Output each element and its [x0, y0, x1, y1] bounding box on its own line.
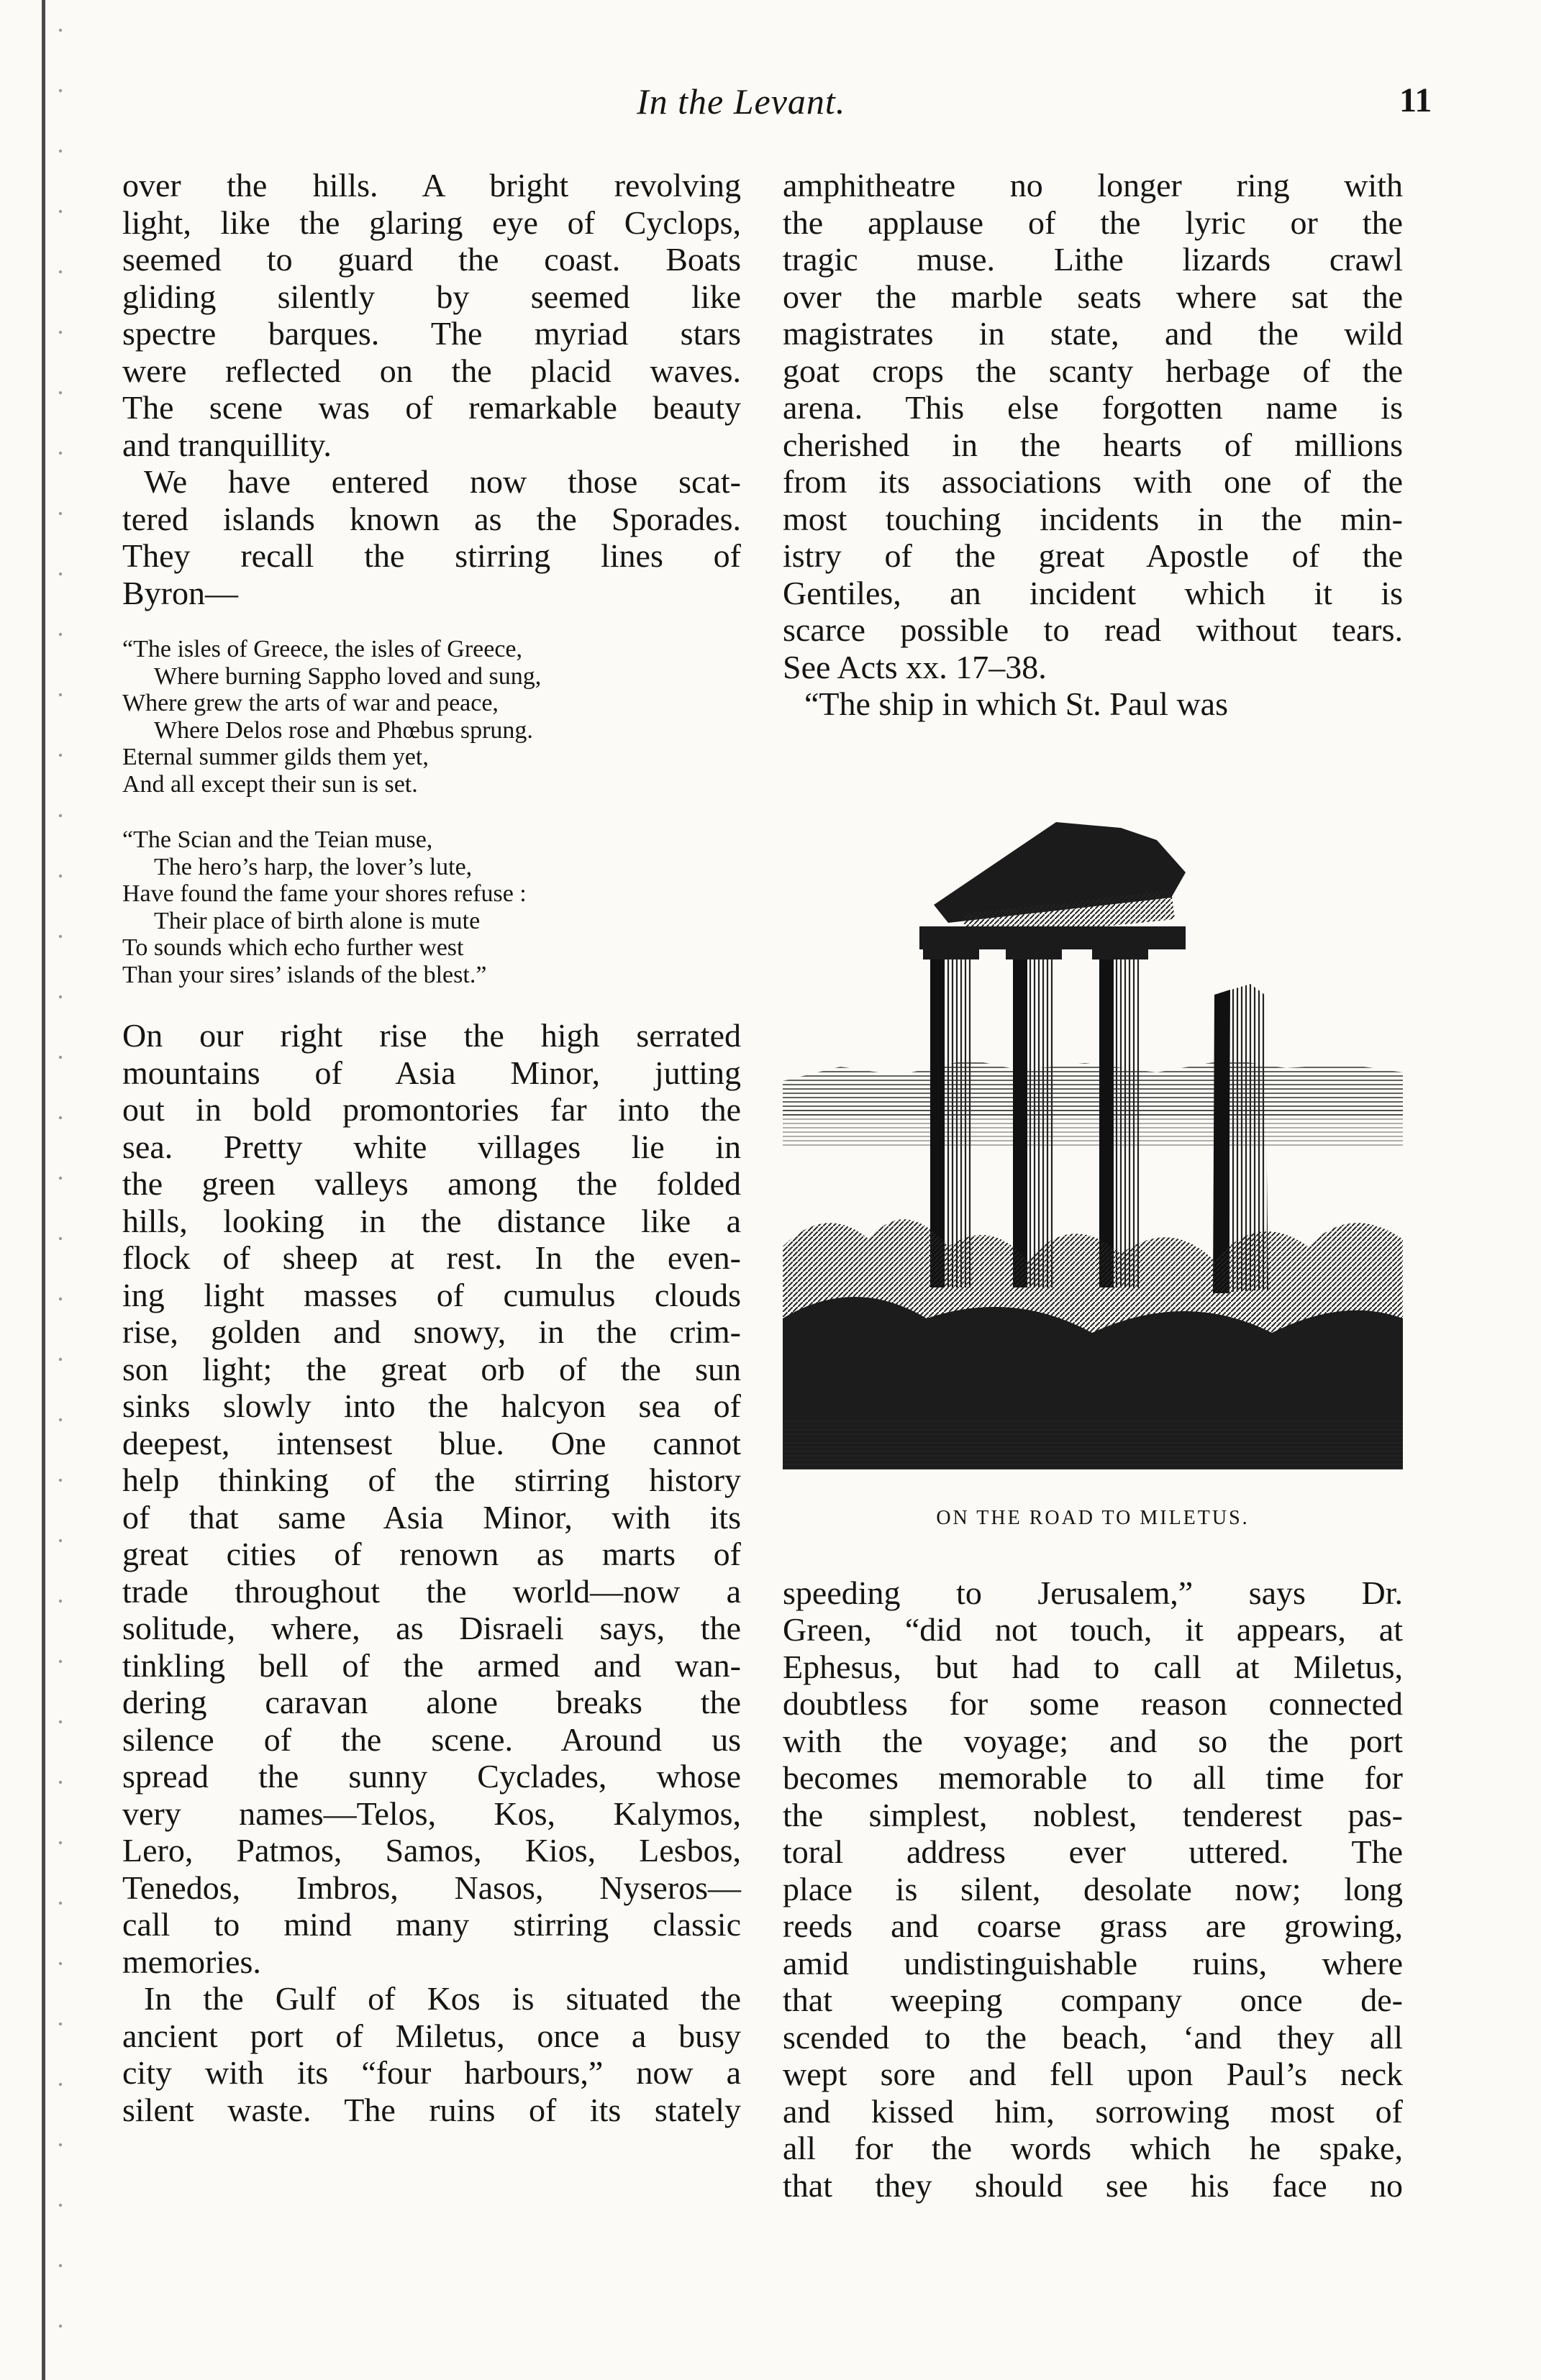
- distant-hills: [783, 1059, 1403, 1146]
- text-line: becomes memorable to all time for: [783, 1759, 1403, 1796]
- poem-line: And all except their sun is set.: [122, 770, 418, 798]
- text-line: city with its “four harbours,” now a: [122, 2054, 741, 2091]
- paragraph-amphitheatre: [783, 167, 1403, 685]
- text-line: the simplest, noblest, tenderest pas-: [783, 1796, 1403, 1833]
- text-line: tragic muse. Lithe lizards crawl: [783, 241, 1403, 278]
- text-line: deepest, intensest blue. One cannot: [122, 1424, 741, 1462]
- text-line: rise, golden and snowy, in the crim-: [122, 1313, 741, 1350]
- text-line: sea. Pretty white villages lie in: [122, 1128, 741, 1165]
- text-line: memories.: [122, 1943, 261, 1980]
- running-head: In the Levant.: [637, 81, 846, 122]
- text-line: silence of the scene. Around us: [122, 1720, 741, 1758]
- text-line: magistrates in state, and the wild: [783, 315, 1403, 352]
- poem-line: “The isles of Greece, the isles of Greece,: [122, 636, 523, 662]
- text-line: The scene was of remarkable beauty: [122, 389, 741, 426]
- poem-line: Have found the fame your shores refuse :: [122, 880, 527, 907]
- text-line: reeds and coarse grass are growing,: [783, 1907, 1403, 1944]
- poem-line: Where burning Sappho loved and sung,: [154, 662, 542, 690]
- text-line: spectre barques. The myriad stars: [122, 315, 741, 352]
- poem-line: “The Scian and the Teian muse,: [122, 826, 433, 853]
- text-line: were reflected on the placid waves.: [122, 352, 741, 389]
- text-line: “The ship in which St. Paul was: [804, 685, 1228, 722]
- text-line: arena. This else forgotten name is: [783, 389, 1403, 426]
- text-line: place is silent, desolate now; long: [783, 1870, 1403, 1907]
- text-line: spread the sunny Cyclades, whose: [122, 1758, 741, 1795]
- text-line: and kissed him, sorrowing most of: [783, 2092, 1403, 2130]
- text-line: light, like the glaring eye of Cyclops,: [122, 204, 741, 241]
- text-line: dering caravan alone breaks the: [122, 1684, 741, 1720]
- text-line: Tenedos, Imbros, Nasos, Nyseros—: [122, 1869, 741, 1906]
- text-line: silent waste. The ruins of its stately: [122, 2091, 741, 2128]
- text-line: In the Gulf of Kos is situated the: [144, 1980, 741, 2017]
- text-line: gliding silently by seemed like: [122, 278, 741, 315]
- paragraph-st-paul-ship-rest: [783, 1574, 1403, 2205]
- text-line: out in bold promontories far into the: [122, 1091, 741, 1128]
- left-column: [122, 167, 741, 2128]
- text-line: Byron—: [122, 574, 238, 611]
- poem-line: Where Delos rose and Phœbus sprung.: [154, 716, 533, 744]
- text-line: and tranquillity.: [122, 426, 332, 463]
- text-line: mountains of Asia Minor, jutting: [122, 1054, 741, 1091]
- text-line: istry of the great Apostle of the: [783, 537, 1403, 574]
- text-line: wept sore and fell upon Paul’s neck: [783, 2056, 1403, 2092]
- text-line: Green, “did not touch, it appears, at: [783, 1611, 1403, 1648]
- text-line: the green valleys among the folded: [122, 1165, 741, 1202]
- page-number: 11: [1399, 81, 1432, 119]
- figure-ruins: [783, 743, 1403, 1533]
- text-line: tinkling bell of the armed and wan-: [122, 1646, 741, 1684]
- text-line: cherished in the hearts of millions: [783, 426, 1403, 463]
- ruins-engraving-illustration: [783, 743, 1403, 1469]
- text-line: all for the words which he spake,: [783, 2130, 1403, 2166]
- text-line: very names—Telos, Kos, Kalymos,: [122, 1795, 741, 1832]
- text-line: flock of sheep at rest. In the even-: [122, 1239, 741, 1276]
- right-column: [783, 167, 1403, 2204]
- text-line: tered islands known as the Sporades.: [122, 500, 741, 537]
- figure-caption: ON THE ROAD TO MILETUS.: [936, 1506, 1250, 1529]
- text-line: seemed to guard the coast. Boats: [122, 241, 741, 278]
- text-line: ancient port of Miletus, once a busy: [122, 2017, 741, 2054]
- text-line: On our right rise the high serrated: [122, 1017, 741, 1054]
- text-line: great cities of renown as marts of: [122, 1536, 741, 1572]
- text-line: from its associations with one of the: [783, 463, 1403, 500]
- text-line: See Acts xx. 17–38.: [783, 648, 1047, 685]
- poem-stanza-1: [122, 636, 741, 798]
- text-line: amphitheatre no longer ring with: [783, 167, 1403, 204]
- text-line: They recall the stirring lines of: [122, 537, 741, 574]
- paragraph-st-paul-ship-start: [783, 685, 1403, 723]
- foreground-vegetation: [783, 1219, 1403, 1469]
- paragraph-gulf-of-kos: [122, 1980, 741, 2128]
- text-line: goat crops the scanty herbage of the: [783, 352, 1403, 389]
- text-line: scended to the beach, ‘and they all: [783, 2018, 1403, 2056]
- text-line: that weeping company once de-: [783, 1982, 1403, 2018]
- text-line: doubtless for some reason connected: [783, 1685, 1403, 1722]
- temple-columns: [919, 822, 1186, 1287]
- text-line: amid undistinguishable ruins, where: [783, 1944, 1403, 1982]
- poem-line: To sounds which echo further west: [122, 934, 464, 961]
- poem-line: Than your sires’ islands of the blest.”: [122, 961, 487, 988]
- page-header: [0, 81, 1541, 131]
- byron-poem: [122, 636, 741, 988]
- text-line: with the voyage; and so the port: [783, 1722, 1403, 1759]
- text-line: most touching incidents in the min-: [783, 500, 1403, 537]
- text-line: son light; the great orb of the sun: [122, 1350, 741, 1387]
- paragraph-asia-minor: [122, 1017, 741, 1980]
- poem-line: The hero’s harp, the lover’s lute,: [154, 853, 473, 880]
- text-line: We have entered now those scat-: [144, 463, 741, 500]
- paragraph-sporades: [122, 463, 741, 611]
- text-line: Ephesus, but had to call at Miletus,: [783, 1648, 1403, 1685]
- poem-line: Eternal summer gilds them yet,: [122, 744, 429, 770]
- text-line: Lero, Patmos, Samos, Kios, Lesbos,: [122, 1832, 741, 1869]
- text-line: toral address ever uttered. The: [783, 1833, 1403, 1870]
- poem-line: Where grew the arts of war and peace,: [122, 690, 499, 716]
- poem-stanza-2: [122, 826, 741, 988]
- text-line: call to mind many stirring classic: [122, 1906, 741, 1943]
- binding-edge-specks: [50, 0, 71, 2380]
- poem-line: Their place of birth alone is mute: [154, 907, 481, 934]
- text-line: trade throughout the world—now a: [122, 1572, 741, 1610]
- binding-edge-line: [42, 0, 45, 2380]
- text-line: hills, looking in the distance like a: [122, 1202, 741, 1239]
- text-line: over the marble seats where sat the: [783, 278, 1403, 315]
- paragraph-night-coast: [122, 167, 741, 463]
- text-line: the applause of the lyric or the: [783, 204, 1403, 241]
- text-line: solitude, where, as Disraeli says, the: [122, 1610, 741, 1646]
- text-line: ing light masses of cumulus clouds: [122, 1276, 741, 1313]
- text-line: of that same Asia Minor, with its: [122, 1498, 741, 1536]
- text-line: that they should see his face no: [783, 2166, 1403, 2204]
- text-line: over the hills. A bright revolving: [122, 167, 741, 204]
- text-line: sinks slowly into the halcyon sea of: [122, 1387, 741, 1424]
- text-line: speeding to Jerusalem,” says Dr.: [783, 1574, 1403, 1611]
- text-line: Gentiles, an incident which it is: [783, 574, 1403, 611]
- text-line: help thinking of the stirring history: [122, 1462, 741, 1498]
- text-line: scarce possible to read without tears.: [783, 611, 1403, 648]
